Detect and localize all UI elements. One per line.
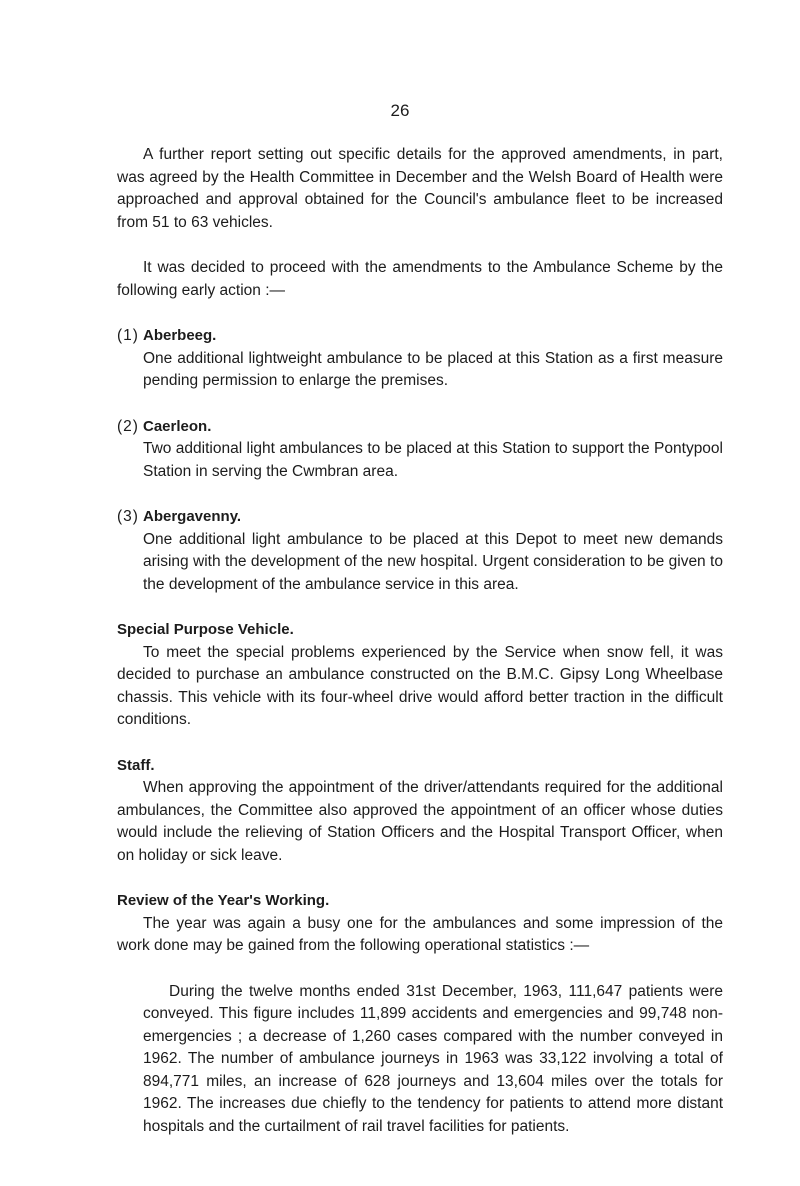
review-section — [117, 890, 723, 1138]
action-number: (2) — [117, 417, 139, 435]
action-item-aberbeeg — [117, 325, 723, 393]
staff-section — [117, 755, 723, 868]
special-purpose-section — [117, 619, 723, 732]
action-title: Caerleon. — [143, 417, 212, 435]
action-text: One additional lightweight ambulance to be placed at this Station as a first measure pending permission to enlarge the premises. — [143, 349, 723, 389]
section-text: To meet the special problems experienced by the Service when snow fell, it was decided to purchase an ambulance constructed on the B.M.C. Gipsy Long Wheelbase chassis. This vehicle with its four-wheel drive would afford better traction in the difficult conditions. — [117, 643, 723, 728]
section-text: When approving the appointment of the driver/attendants required for the additional ambulances, the Committee also approved the appointment of an officer whose duties would include the relieving of Station Officers and the Hospital Transport Officer, when on holiday or sick leave. — [117, 779, 723, 864]
section-heading: Staff. — [117, 756, 155, 774]
action-item-caerleon — [117, 416, 723, 484]
action-number: (1) — [117, 327, 139, 344]
section-heading: Review of the Year's Working. — [117, 892, 330, 909]
decision-paragraph: It was decided to proceed with the amendments to the Ambulance Scheme by the following early action :— — [117, 259, 723, 299]
statistics-paragraph: During the twelve months ended 31st December, 1963, 111,647 patients were conveyed. This figure includes 11,899 accidents and emergencies and 99,748 non-emergencies ; a decrease of 1,260 cases compared with the number conveyed in 1962. The number of ambulance journeys in 1963 was 33,122 involving a total of 894,771 miles, an increase of 628 journeys and 13,604 miles over the totals for 1962. The increases due chiefly to the tendency for patients to attend more distant hospitals and the curtailment of rail travel facilities for patients. — [143, 982, 723, 1135]
action-text: One additional light ambulance to be placed at this Depot to meet new demands arising with the development of the new hospital. Urgent consideration to be given to the development of the ambulance service in this area. — [143, 530, 723, 593]
intro-paragraph: A further report setting out specific details for the approved amendments, in part, was agreed by the Health Committee in December and the Welsh Board of Health were approached and approval obtained for the Council's ambulance fleet to be increased from 51 to 63 vehicles. — [117, 146, 723, 231]
action-title: Abergavenny. — [143, 508, 242, 525]
section-text: The year was again a busy one for the ambulances and some impression of the work done may be gained from the following operational statistics :— — [117, 914, 723, 954]
page-number: 26 — [390, 101, 410, 120]
action-item-abergavenny — [117, 506, 723, 596]
document-body — [117, 144, 723, 1161]
action-number: (3) — [117, 508, 139, 525]
action-title: Aberbeeg. — [143, 327, 217, 344]
section-heading: Special Purpose Vehicle. — [117, 621, 294, 638]
action-text: Two additional light ambulances to be placed at this Station to support the Pontypool Station in serving the Cwmbran area. — [143, 440, 723, 480]
